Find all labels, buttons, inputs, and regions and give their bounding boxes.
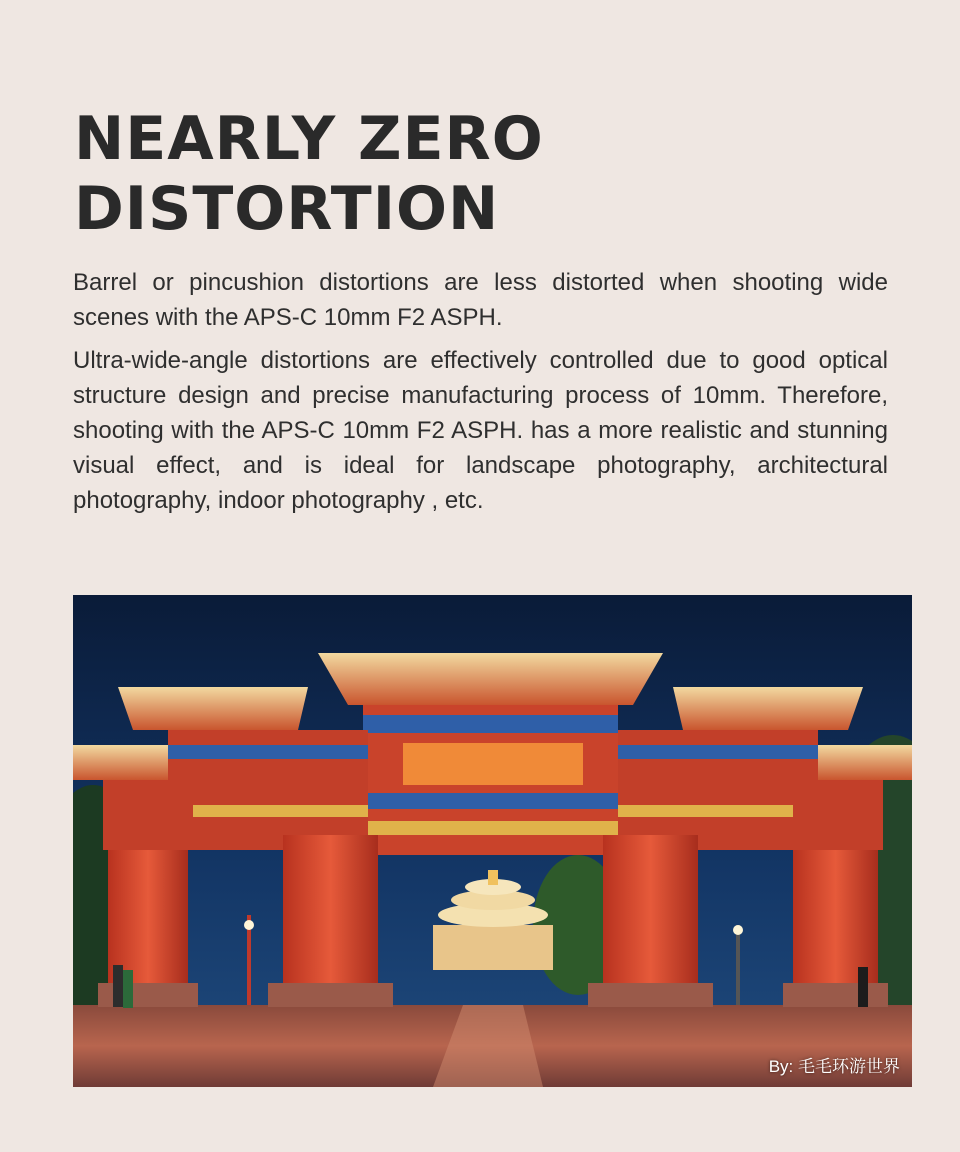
detail-paragraph: Ultra-wide-angle distortions are effectively controlled due to good optical structure design and precise manufacturing process of 10mm. Therefore, shooting with the APS-C 10mm F2 ASPH. has a more realistic and stunning visual effect, and is ideal for landscape photography, architectural photography, indoor photography , etc.	[73, 347, 888, 514]
sample-photo	[73, 595, 912, 1087]
photo-credit: By: 毛毛环游世界	[768, 1057, 900, 1076]
title-line-2: DISTORTION	[74, 174, 500, 244]
pillar	[793, 850, 878, 985]
center-roof	[318, 653, 663, 705]
gate-illustration	[73, 595, 912, 1087]
person	[113, 965, 123, 1007]
right-roof	[673, 687, 863, 730]
intro-paragraph: Barrel or pincushion distortions are less distorted when shooting wide scenes with the APS-C 10mm F2 ASPH.	[73, 269, 888, 331]
pillar	[108, 850, 188, 985]
name-plaque	[403, 743, 583, 785]
pillar	[283, 835, 378, 985]
left-roof	[118, 687, 308, 730]
street-lamp	[736, 925, 740, 1005]
title-line-1: NEARLY ZERO	[74, 104, 544, 174]
person	[123, 970, 133, 1008]
person	[858, 967, 868, 1007]
page-title	[74, 104, 894, 244]
pillar	[603, 835, 698, 985]
